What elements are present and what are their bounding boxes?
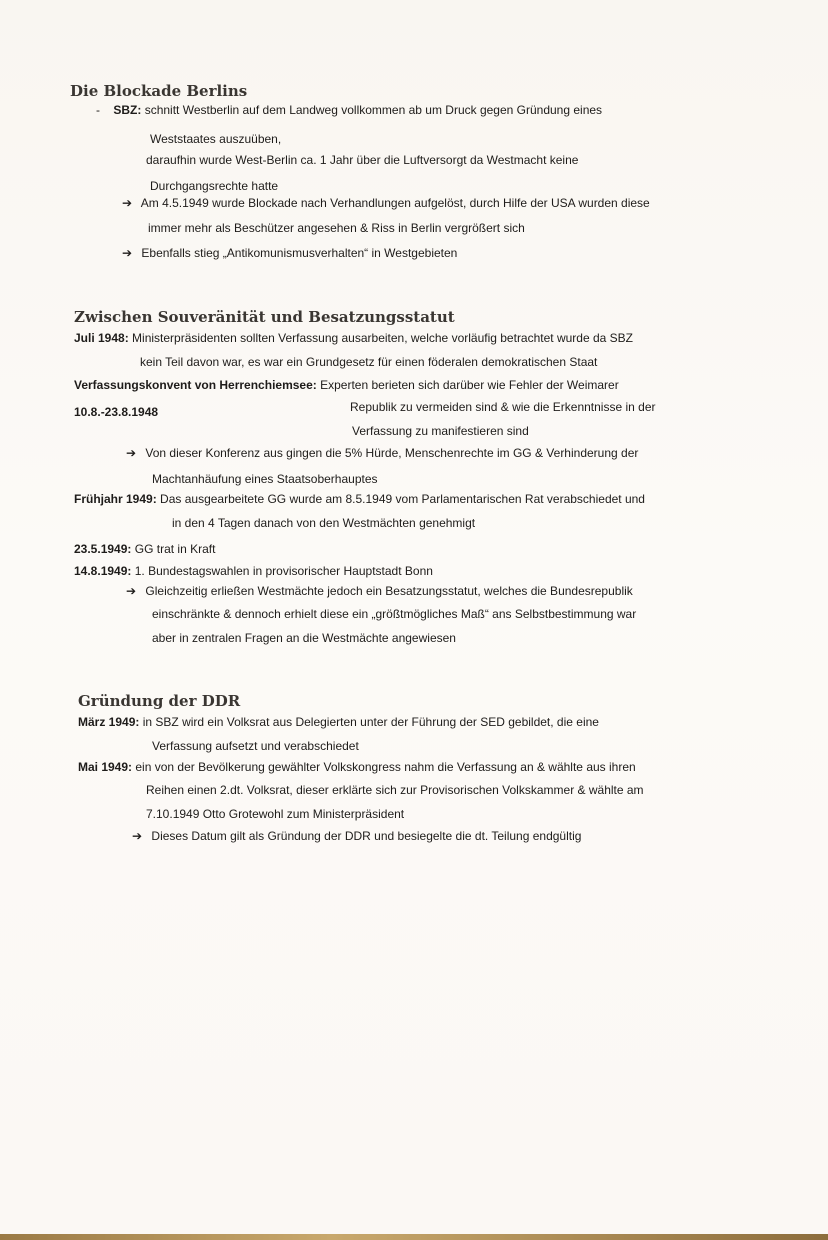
blockade-arrow-item-2 [122, 246, 457, 260]
text: Dieses Datum gilt als Gründung der DDR und besiegelte die dt. Teilung endgültig [151, 829, 582, 843]
arrow-icon: ➔ [126, 446, 137, 460]
arrow-icon: ➔ [122, 196, 133, 210]
blockade-line-2: Weststaates auszuüben, [150, 132, 282, 146]
konvent-arrow-item [126, 446, 638, 460]
label-date: 14.8.1949: [74, 564, 132, 578]
label-date: 23.5.1949: [74, 542, 132, 556]
juli-1948-line [74, 331, 633, 345]
date-14-8-1949-line [74, 564, 433, 578]
text: schnitt Westberlin auf dem Landweg vollkommen ab um Druck gegen Gründung eines [144, 103, 603, 117]
dash-bullet: - [96, 103, 100, 117]
besatzungsstatut-arrow-item-cont-1: einschränkte & dennoch erhielt diese ein „größtmögliches Maß“ ans Selbstbestimmung war [152, 607, 637, 621]
juli-1948-line-2: kein Teil davon war, es war ein Grundgesetz für einen föderalen demokratischen Staat [140, 355, 598, 369]
text: Gleichzeitig erließen Westmächte jedoch ein Besatzungsstatut, welches die Bundesrepublik [145, 584, 633, 598]
maerz-1949-line-2: Verfassung aufsetzt und verabschiedet [152, 739, 359, 753]
text: Von dieser Konferenz aus gingen die 5% Hürde, Menschenrechte im GG & Verhinderung der [145, 446, 639, 460]
text: Ebenfalls stieg „Antikomunismusverhalten“ in Westgebieten [141, 246, 458, 260]
ddr-arrow-item [132, 829, 581, 843]
blockade-arrow-item-1 [122, 196, 650, 210]
section-title-blockade: Die Blockade Berlins [70, 82, 248, 100]
text: Ministerpräsidenten sollten Verfassung ausarbeiten, welche vorläufig betrachtet wurde da SBZ [132, 331, 633, 345]
konvent-line-3: Verfassung zu manifestieren sind [352, 424, 529, 438]
mai-1949-line-3: 7.10.1949 Otto Grotewohl zum Ministerpräsident [146, 807, 405, 821]
text: Experten berieten sich darüber wie Fehler der Weimarer [320, 378, 619, 392]
text: Am 4.5.1949 wurde Blockade nach Verhandlungen aufgelöst, durch Hilfe der USA wurden diese [140, 196, 650, 210]
besatzungsstatut-arrow-item-cont-2: aber in zentralen Fragen an die Westmächte angewiesen [152, 631, 456, 645]
date-23-5-1949-line [74, 542, 215, 556]
page-bottom-edge [0, 1234, 828, 1240]
label-date: Mai 1949: [78, 760, 133, 774]
text: in SBZ wird ein Volksrat aus Delegierten unter der Führung der SED gebildet, die eine [142, 715, 599, 729]
section-title-ddr: Gründung der DDR [78, 692, 241, 710]
blockade-line-4: Durchgangsrechte hatte [150, 179, 279, 193]
konvent-arrow-item-cont: Machtanhäufung eines Staatsoberhauptes [152, 472, 378, 486]
label-date: Frühjahr 1949: [74, 492, 157, 506]
fruehjahr-1949-line [74, 492, 645, 506]
label-date: März 1949: [78, 715, 140, 729]
text: GG trat in Kraft [134, 542, 216, 556]
maerz-1949-line [78, 715, 599, 729]
label-date: Juli 1948: [74, 331, 129, 345]
mai-1949-line-2: Reihen einen 2.dt. Volksrat, dieser erklärte sich zur Provisorischen Volkskammer & wählte am [146, 783, 644, 797]
besatzungsstatut-arrow-item [126, 584, 633, 598]
arrow-icon: ➔ [122, 246, 133, 260]
blockade-arrow-item-1-cont: immer mehr als Beschützer angesehen & Riss in Berlin vergrößert sich [148, 221, 525, 235]
mai-1949-line [78, 760, 636, 774]
konvent-date: 10.8.-23.8.1948 [74, 405, 159, 419]
text: 1. Bundestagswahlen in provisorischer Hauptstadt Bonn [134, 564, 433, 578]
arrow-icon: ➔ [132, 829, 143, 843]
section-title-souveraenitaet: Zwischen Souveränität und Besatzungsstatut [74, 308, 455, 326]
fruehjahr-1949-line-2: in den 4 Tagen danach von den Westmächten genehmigt [172, 516, 476, 530]
konvent-line-2: Republik zu vermeiden sind & wie die Erkenntnisse in der [350, 400, 656, 414]
blockade-sbz-line [96, 103, 602, 117]
blockade-line-3: daraufhin wurde West-Berlin ca. 1 Jahr über die Luftversorgt da Westmacht keine [146, 153, 579, 167]
konvent-line [74, 378, 619, 392]
text: ein von der Bevölkerung gewählter Volkskongress nahm die Verfassung an & wählte aus ihren [135, 760, 636, 774]
text: Das ausgearbeitete GG wurde am 8.5.1949 vom Parlamentarischen Rat verabschiedet und [160, 492, 645, 506]
label-sbz: SBZ: [113, 103, 142, 117]
label-konvent: Verfassungskonvent von Herrenchiemsee: [74, 378, 317, 392]
arrow-icon: ➔ [126, 584, 137, 598]
